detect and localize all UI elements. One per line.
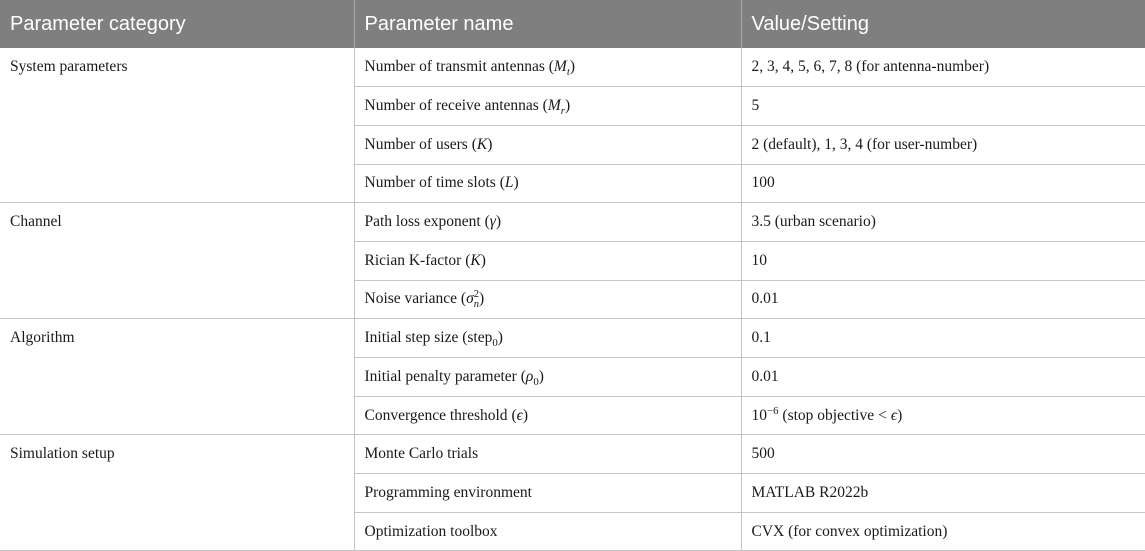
value-cell: 0.01	[741, 358, 1145, 397]
category-simulation-setup: Simulation setup	[0, 435, 354, 551]
category-system-parameters: System parameters	[0, 48, 354, 203]
table-row	[0, 435, 1145, 474]
parameter-name-cell: Programming environment	[354, 474, 741, 513]
value-cell: 3.5 (urban scenario)	[741, 203, 1145, 242]
value-cell: 2, 3, 4, 5, 6, 7, 8 (for antenna-number)	[741, 48, 1145, 87]
table-row	[0, 319, 1145, 358]
parameter-name-cell: Optimization toolbox	[354, 512, 741, 551]
parameter-name-cell: Initial penalty parameter $(\rho_0)$	[354, 358, 741, 397]
value-cell: 10	[741, 241, 1145, 280]
header-parameter-name: Parameter name	[354, 0, 741, 48]
value-cell: CVX (for convex optimization)	[741, 512, 1145, 551]
parameter-name-cell: Number of receive antennas $(M_r)$	[354, 87, 741, 126]
header-row	[0, 0, 1145, 48]
value-cell: 0.01	[741, 280, 1145, 319]
parameter-name-cell: Number of users (K)	[354, 125, 741, 164]
table-row	[0, 48, 1145, 87]
value-cell: 0.1	[741, 319, 1145, 358]
parameter-name-cell: Convergence threshold (ϵ)	[354, 396, 741, 435]
table-row	[0, 203, 1145, 242]
parameter-name-cell: Initial step size (step$_0$)	[354, 319, 741, 358]
value-cell: 500	[741, 435, 1145, 474]
value-cell: 2 (default), 1, 3, 4 (for user-number)	[741, 125, 1145, 164]
parameter-name-cell: Noise variance (σ 2 n )	[354, 280, 741, 319]
parameter-name-cell: Monte Carlo trials	[354, 435, 741, 474]
parameter-name-cell: Number of transmit antennas $(M_t)$	[354, 48, 741, 87]
header-value-setting: Value/Setting	[741, 0, 1145, 48]
parameter-name-cell: Number of time slots (L)	[354, 164, 741, 203]
value-cell: 100	[741, 164, 1145, 203]
value-cell: $10^{-6}$ (stop objective < ϵ)	[741, 396, 1145, 435]
parameter-name-cell: Rician K-factor (K)	[354, 241, 741, 280]
parameter-name-cell: Path loss exponent (γ)	[354, 203, 741, 242]
category-channel: Channel	[0, 203, 354, 319]
value-cell: MATLAB R2022b	[741, 474, 1145, 513]
category-algorithm: Algorithm	[0, 319, 354, 435]
header-parameter-category: Parameter category	[0, 0, 354, 48]
value-cell: 5	[741, 87, 1145, 126]
